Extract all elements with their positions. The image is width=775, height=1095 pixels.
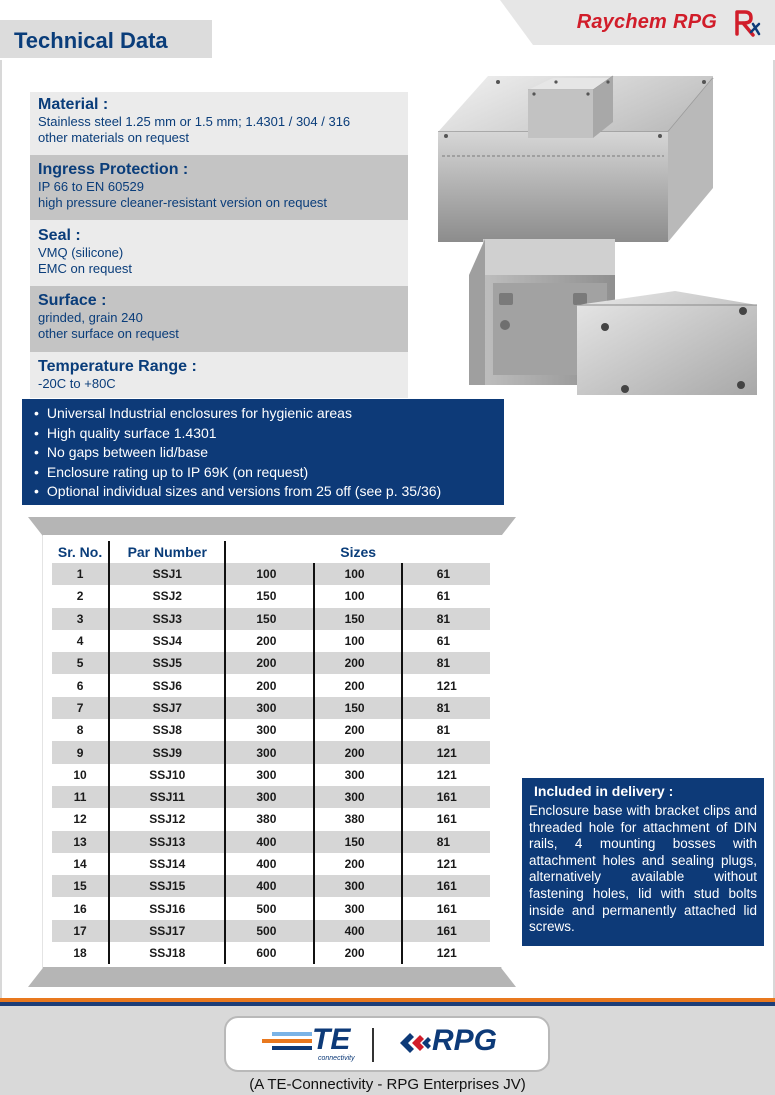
- spec-line: high pressure cleaner-resistant version on request: [38, 195, 328, 210]
- cell-size-2: 200: [314, 719, 402, 741]
- header-sr-no: Sr. No.: [52, 541, 109, 563]
- table-row: [52, 674, 490, 696]
- enclosure-open-image: [465, 235, 761, 395]
- spec-line: IP 66 to EN 60529: [38, 179, 145, 194]
- spec-line: VMQ (silicone): [38, 245, 124, 260]
- cell-size-1: 100: [225, 563, 313, 585]
- spec-line: EMC on request: [38, 261, 132, 276]
- cell-part-number: SSJ14: [109, 853, 225, 875]
- cell-size-2: 380: [314, 808, 402, 830]
- te-logo-lines-icon: [262, 1031, 312, 1051]
- cell-sr-no: 1: [52, 563, 109, 585]
- table-row: [52, 608, 490, 630]
- spec-title: Material :: [38, 96, 109, 113]
- cell-size-1: 400: [225, 831, 313, 853]
- cell-size-3: 81: [402, 608, 490, 630]
- brand-name: Raychem: [576, 11, 668, 33]
- footer-caption: (A TE-Connectivity - RPG Enterprises JV): [249, 1076, 526, 1093]
- cell-sr-no: 17: [52, 920, 109, 942]
- cell-size-3: 161: [402, 875, 490, 897]
- brand-suffix: RPG: [673, 11, 717, 33]
- cell-size-3: 81: [402, 652, 490, 674]
- spec-material: [30, 92, 408, 155]
- cell-part-number: SSJ2: [109, 585, 225, 607]
- table-body: [52, 563, 490, 964]
- cell-size-1: 400: [225, 853, 313, 875]
- table-row: [52, 897, 490, 919]
- cell-size-3: 161: [436, 901, 457, 916]
- cell-part-number: SSJ6: [109, 674, 225, 696]
- cell-size-3: 121: [436, 767, 457, 782]
- cell-sr-no: 18: [52, 942, 109, 964]
- cell-size-1: 200: [225, 674, 313, 696]
- cell-part-number: SSJ7: [109, 697, 225, 719]
- cell-size-3: 61: [402, 563, 490, 585]
- cell-size-3: 161: [402, 786, 490, 808]
- cell-part-number: SSJ9: [109, 741, 225, 763]
- spec-surface: [30, 286, 408, 352]
- cell-size-1: 500: [225, 920, 313, 942]
- header-sizes: Sizes: [340, 544, 377, 560]
- rpg-logo: RPG: [432, 1024, 498, 1057]
- cell-sr-no: 10: [52, 764, 109, 786]
- delivery-text: Enclosure base with bracket clips and threaded hole for attachment of DIN rails, 4 mounting bosses with attachment holes and sealing plugs, alternatively available without fastening holes, lid with stud bolts inside and permanently attached lid screws.: [529, 803, 757, 935]
- cell-size-2: 200: [314, 674, 402, 696]
- cell-sr-no: 9: [52, 741, 109, 763]
- cell-size-2: 200: [314, 853, 402, 875]
- cell-sr-no: 8: [52, 719, 109, 741]
- rpg-mark-icon: [731, 8, 763, 38]
- cell-sr-no: 3: [52, 608, 109, 630]
- cell-size-1: 150: [225, 585, 313, 607]
- cell-size-3: 81: [436, 723, 451, 738]
- spec-seal: [30, 220, 408, 286]
- page-title: Technical Data: [14, 28, 168, 53]
- cell-size-3: 61: [436, 589, 451, 604]
- cell-part-number: SSJ5: [109, 652, 225, 674]
- cell-sr-no: 6: [52, 674, 109, 696]
- spec-line: grinded, grain 240: [38, 310, 143, 325]
- cell-sr-no: 12: [52, 808, 109, 830]
- cell-size-1: 200: [225, 630, 313, 652]
- table-row: [52, 630, 490, 652]
- cell-size-2: 300: [314, 875, 402, 897]
- feature-item: • Universal Industrial enclosures for hygienic areas: [34, 404, 504, 424]
- table-row: [52, 652, 490, 674]
- spec-line: -20C to +80C: [38, 376, 116, 391]
- table-row: [52, 920, 490, 942]
- te-logo-subtitle: connectivity: [318, 1055, 355, 1062]
- cell-sr-no: 7: [52, 697, 109, 719]
- cell-size-3: 121: [436, 678, 457, 693]
- spec-title: Temperature Range :: [38, 358, 197, 375]
- table-header-row: [52, 541, 490, 563]
- table-row: [52, 831, 490, 853]
- spec-line: other materials on request: [38, 130, 190, 145]
- spec-temperature-range: [30, 352, 408, 398]
- table-row: [52, 875, 490, 897]
- delivery-box: [522, 778, 764, 946]
- cell-part-number: SSJ1: [109, 563, 225, 585]
- cell-part-number: SSJ3: [109, 608, 225, 630]
- cell-size-2: 300: [314, 786, 402, 808]
- header-part-number: Par Number: [109, 541, 225, 563]
- cell-size-2: 150: [314, 697, 402, 719]
- cell-size-2: 400: [314, 920, 402, 942]
- cell-sr-no: 16: [52, 897, 109, 919]
- spec-ingress-protection: [30, 155, 408, 220]
- table-row: [52, 808, 490, 830]
- cell-size-1: 300: [225, 764, 313, 786]
- cell-size-1: 300: [225, 697, 313, 719]
- cell-part-number: SSJ16: [109, 897, 225, 919]
- cell-size-2: 300: [314, 897, 402, 919]
- spec-line: other surface on request: [38, 326, 179, 341]
- cell-size-2: 100: [314, 563, 402, 585]
- cell-sr-no: 2: [52, 585, 109, 607]
- cell-part-number: SSJ12: [109, 808, 225, 830]
- table-row: [52, 764, 490, 786]
- enclosure-closed-image: [428, 70, 718, 248]
- cell-size-3: 121: [436, 857, 457, 871]
- table-row: [52, 786, 490, 808]
- cell-sr-no: 11: [52, 786, 109, 808]
- cell-size-1: 300: [225, 719, 313, 741]
- cell-size-1: 600: [225, 942, 313, 964]
- cell-part-number: SSJ4: [109, 630, 225, 652]
- cell-size-1: 300: [225, 786, 313, 808]
- cell-size-1: 300: [225, 741, 313, 763]
- cell-size-1: 380: [225, 808, 313, 830]
- cell-part-number: SSJ17: [109, 920, 225, 942]
- cell-size-1: 500: [225, 897, 313, 919]
- cell-sr-no: 5: [52, 652, 109, 674]
- cell-part-number: SSJ18: [109, 942, 225, 964]
- cell-size-2: 200: [314, 741, 402, 763]
- table-row: [52, 585, 490, 607]
- cell-sr-no: 15: [52, 875, 109, 897]
- table-row: [52, 697, 490, 719]
- logo-divider: [372, 1028, 374, 1062]
- table-row: [52, 563, 490, 585]
- rpg-chevron-icon: [398, 1031, 432, 1055]
- table-row: [52, 741, 490, 763]
- feature-item: • Enclosure rating up to IP 69K (on request): [34, 463, 504, 483]
- features-box: [22, 399, 504, 505]
- cell-size-3: 121: [436, 946, 457, 961]
- cell-size-2: 200: [314, 652, 402, 674]
- cell-size-2: 100: [314, 585, 402, 607]
- cell-size-3: 161: [402, 920, 490, 942]
- spec-title: Ingress Protection :: [38, 161, 189, 178]
- cell-size-3: 81: [402, 697, 490, 719]
- cell-size-2: 100: [314, 630, 402, 652]
- delivery-title: Included in delivery :: [534, 783, 674, 799]
- cell-size-3: 121: [402, 741, 490, 763]
- cell-part-number: SSJ8: [109, 719, 225, 741]
- table-row: [52, 719, 490, 741]
- cell-sr-no: 4: [52, 630, 109, 652]
- cell-sr-no: 14: [52, 853, 109, 875]
- cell-size-1: 200: [225, 652, 313, 674]
- table-row: [52, 853, 490, 875]
- cell-sr-no: 13: [52, 831, 109, 853]
- sizes-table: [52, 541, 490, 964]
- cell-size-1: 400: [225, 875, 313, 897]
- cell-size-2: 300: [314, 764, 402, 786]
- cell-part-number: SSJ11: [109, 786, 225, 808]
- feature-item: • Optional individual sizes and versions from 25 off (see p. 35/36): [34, 482, 504, 502]
- cell-size-3: 81: [402, 831, 490, 853]
- brand-logo: [577, 11, 717, 34]
- cell-size-2: 150: [314, 831, 402, 853]
- cell-size-2: 200: [314, 942, 402, 964]
- spec-title: Surface :: [38, 292, 107, 309]
- cell-size-3: 61: [436, 634, 451, 649]
- cell-part-number: SSJ15: [109, 875, 225, 897]
- feature-item: • High quality surface 1.4301: [34, 424, 504, 444]
- te-logo: TE: [312, 1023, 351, 1056]
- cell-size-2: 150: [314, 608, 402, 630]
- cell-part-number: SSJ10: [109, 764, 225, 786]
- cell-part-number: SSJ13: [109, 831, 225, 853]
- cell-size-3: 161: [436, 812, 457, 827]
- spec-line: Stainless steel 1.25 mm or 1.5 mm; 1.4301 / 304 / 316: [38, 114, 351, 129]
- cell-size-1: 150: [225, 608, 313, 630]
- feature-item: • No gaps between lid/base: [34, 443, 504, 463]
- table-row: [52, 942, 490, 964]
- spec-title: Seal :: [38, 227, 81, 244]
